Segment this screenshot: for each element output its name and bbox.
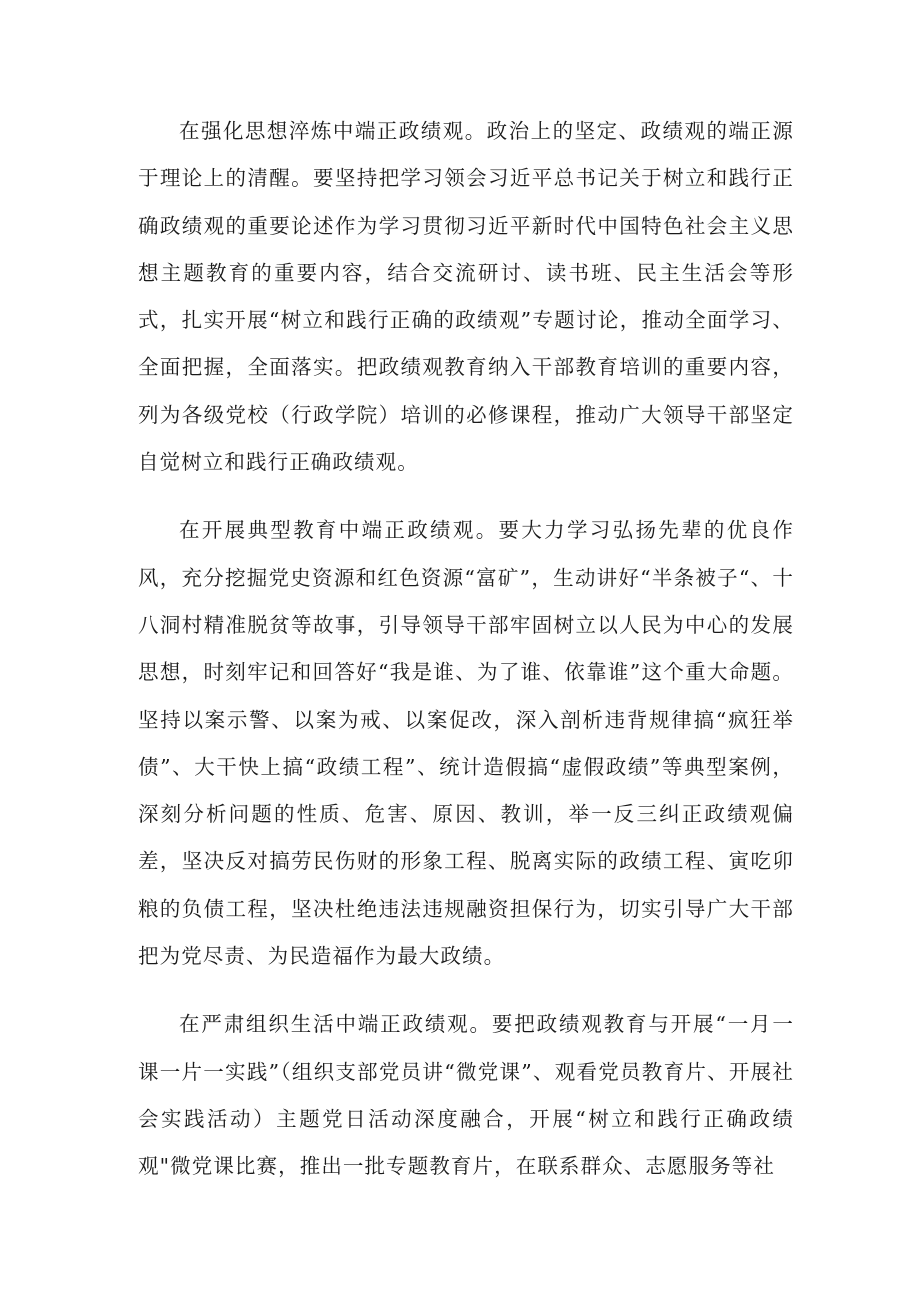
paragraph-typical-education: 在开展典型教育中端正政绩观。要大力学习弘扬先辈的优良作风，充分挖掘党史资源和红色资源“富矿”，生动讲好“半条被子“、十八洞村精准脱贫等故事，引导领导干部牢固树立以人民为中心的发展思想，时刻牢记和回答好“我是谁、为了谁、依靠谁”这个重大命题。坚持以案示警、以案为戒、以案促改，深入剖析违背规律搞“疯狂举债”、大干快上搞“政绩工程”、统计造假搞“虚假政绩”等典型案例，深刻分析问题的性质、危害、原因、教训，举一反三纠正政绩观偏差，坚决反对搞劳民伤财的形象工程、脱离实际的政绩工程、寅吃卯粮的负债工程，坚决杜绝违法违规融资担保行为，切实引导广大干部把为党尽责、为民造福作为最大政绩。 bbox=[138, 518, 794, 969]
document-body bbox=[138, 108, 794, 1212]
paragraph-thought-tempering: 在强化思想淬炼中端正政绩观。政治上的坚定、政绩观的端正源于理论上的清醒。要坚持把学习领会习近平总书记关于树立和践行正确政绩观的重要论述作为学习贯彻习近平新时代中国特色社会主义思想主题教育的重要内容，结合交流研讨、读书班、民主生活会等形式，扎实开展“树立和践行正确的政绩观”专题讨论，推动全面学习、全面把握，全面落实。把政绩观教育纳入干部教育培训的重要内容，列为各级党校（行政学院）培训的必修课程，推动广大领导干部坚定自觉树立和践行正确政绩观。 bbox=[138, 119, 794, 475]
paragraph-organizational-life: 在严肃组织生活中端正政绩观。要把政绩观教育与开展“一月一课一片一实践”（组织支部党员讲“微党课”、观看党员教育片、开展社会实践活动）主题党日活动深度融合，开展“树立和践行正确政绩观"微党课比赛，推出一批专题教育片，在联系群众、志愿服务等社 bbox=[138, 1012, 794, 1179]
